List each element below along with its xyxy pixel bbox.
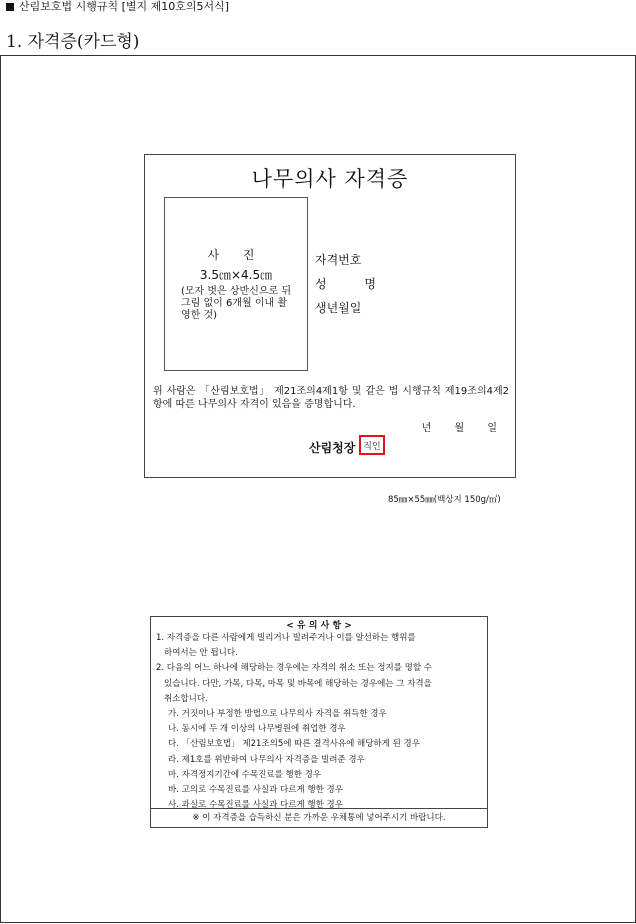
list-item: 취소합니다.	[164, 693, 208, 704]
birth-date-label: 생년월일	[315, 301, 362, 315]
official-seal: 직인	[359, 435, 385, 455]
photo-note: (모자 벗은 상반신으로 뒤 그림 없이 6개월 이내 촬영한 것)	[181, 286, 292, 321]
list-item: 있습니다. 다만, 가목, 다목, 마목 및 바목에 해당하는 경우에는 그 자격을	[164, 678, 432, 689]
list-item: 나. 동시에 두 개 이상의 나무병원에 취업한 경우	[168, 724, 346, 735]
list-item: 2. 다음의 어느 하나에 해당하는 경우에는 자격의 취소 또는 정지를 명할 수	[156, 663, 432, 674]
name-label: 성 명	[315, 277, 393, 291]
list-item: 사. 과실로 수목진료를 사실과 다르게 행한 경우	[168, 800, 343, 811]
notes-box	[150, 616, 488, 828]
list-item: 하여서는 안 됩니다.	[164, 648, 238, 659]
regulation-header	[6, 0, 229, 14]
list-item: 라. 제1호를 위반하여 나무의사 자격증을 빌려준 경우	[168, 754, 365, 765]
license-number-label: 자격번호	[315, 253, 362, 267]
list-item: 1. 자격증을 다른 사람에게 빌리거나 빌려주거나 이를 알선하는 행위를	[156, 633, 416, 643]
list-item: 바. 고의로 수목진료를 사실과 다르게 행한 경우	[168, 785, 343, 796]
certification-text: 위 사람은 「산림보호법」 제21조의4제1항 및 같은 법 시행규칙 제19조의4제2항에 따른 나무의사 자격이 있음을 증명합니다.	[153, 386, 509, 410]
card-title: 나무의사 자격증	[251, 167, 409, 191]
photo-box	[164, 197, 308, 371]
black-square-icon	[6, 3, 14, 11]
list-item: 마. 자격정지기간에 수목진료를 행한 경우	[168, 769, 322, 780]
list-item: 가. 거짓이나 부정한 방법으로 나무의사 자격을 취득한 경우	[168, 709, 387, 720]
notes-footer: ※ 이 자격증을 습득하신 분은 가까운 우체통에 넣어주시기 바랍니다.	[192, 813, 446, 823]
date-line: 년 월 일	[421, 423, 497, 434]
photo-label: 사 진	[207, 248, 265, 262]
issuer-name: 산림청장	[309, 441, 356, 455]
notes-divider	[151, 808, 487, 809]
section-title: 1. 자격증(카드형)	[6, 32, 140, 52]
list-item: 다. 「산림보호법」 제21조의5에 따른 결격사유에 해당하게 된 경우	[168, 739, 420, 750]
license-card	[144, 154, 516, 478]
notes-list	[156, 631, 482, 813]
photo-size: 3.5㎝×4.5㎝	[199, 268, 273, 282]
card-spec: 85㎜×55㎜(백상지 150g/㎡)	[388, 495, 501, 505]
notes-heading: < 유 의 사 항 >	[286, 621, 352, 631]
regulation-text: 산림보호법 시행규칙 [별지 제10호의5서식]	[19, 0, 230, 13]
